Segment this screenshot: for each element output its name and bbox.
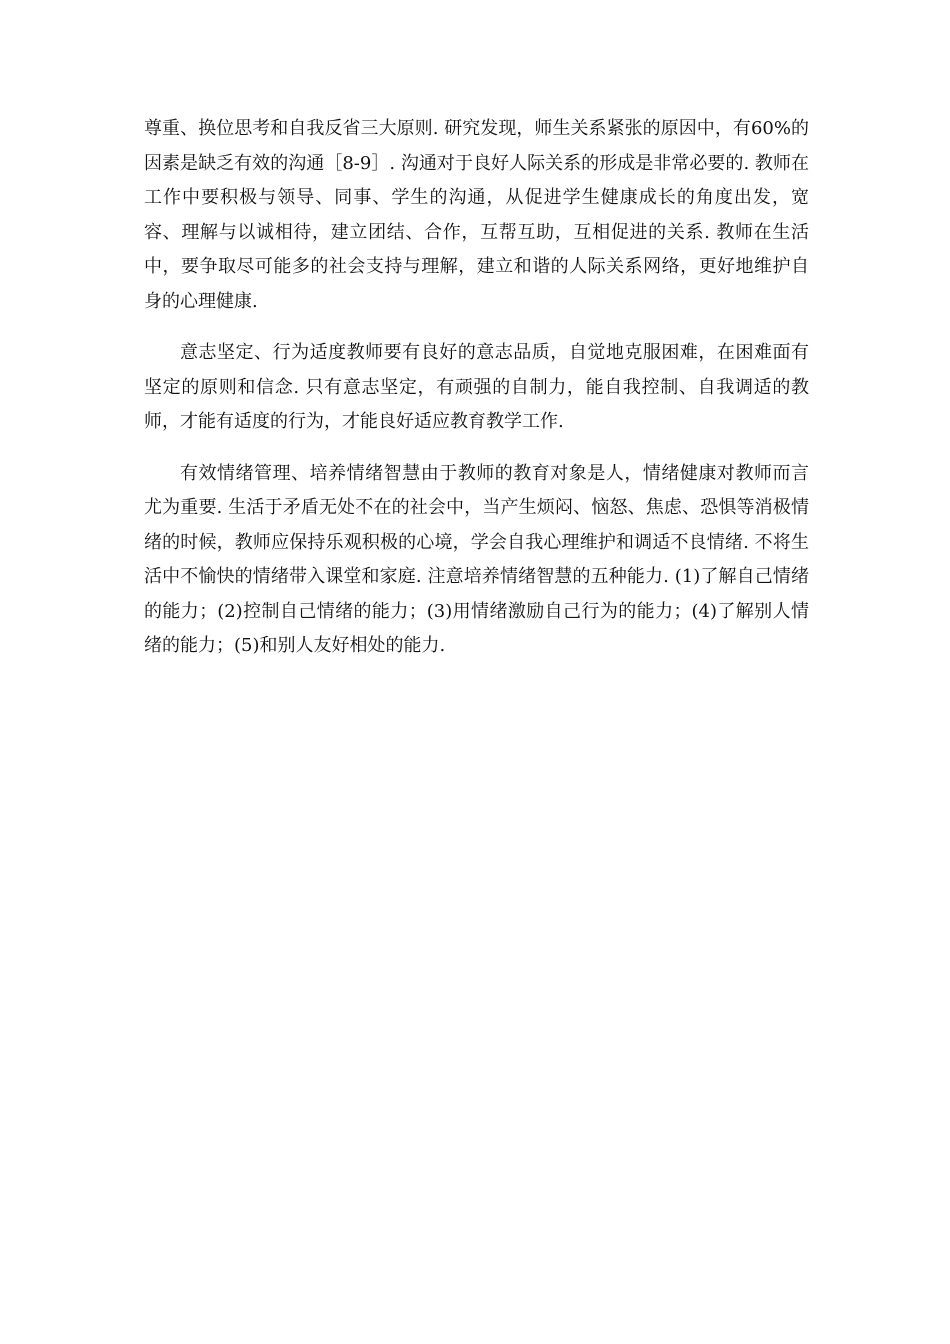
paragraph-communication: 尊重、换位思考和自我反省三大原则. 研究发现，师生关系紧张的原因中，有60%的因素是缺乏有效的沟通［8-9］. 沟通对于良好人际关系的形成是非常必要的. 教师在工作中要积极与领导、同事、学生的沟通，从促进学生健康成长的角度出发，宽容、理解与以诚相待，建立团结、合作，互帮互助，互相促进的关系. 教师在生活中，要争取尽可能多的社会支持与理解，建立和谐的人际关系网络，更好地维护自身的心理健康. — [144, 118, 809, 312]
paragraph-emotion-management: 有效情绪管理、培养情绪智慧由于教师的教育对象是人，情绪健康对教师而言尤为重要. 生活于矛盾无处不在的社会中，当产生烦闷、恼怒、焦虑、恐惧等消极情绪的时候，教师应保持乐观积极的心境，学会自我心理维护和调适不良情绪. 不将生活中不愉快的情绪带入课堂和家庭. 注意培养情绪智慧的五种能力. (1)了解自己情绪的能力；(2)控制自己情绪的能力；(3)用情绪激励自己行为的能力；(4)了解别人情绪的能力；(5)和别人友好相处的能力. — [144, 462, 809, 656]
paragraph-willpower: 意志坚定、行为适度教师要有良好的意志品质，自觉地克服困难，在困难面有坚定的原则和信念. 只有意志坚定，有顽强的自制力，能自我控制、自我调适的教师，才能有适度的行为，才能良好适应教育教学工作. — [144, 342, 809, 432]
document-body — [144, 112, 809, 681]
